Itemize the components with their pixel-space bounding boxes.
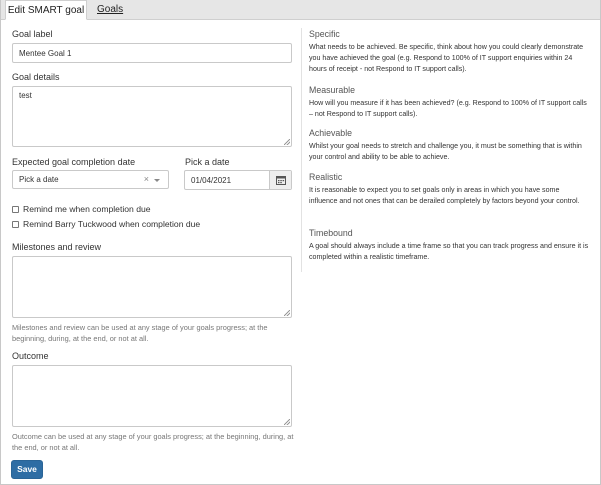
guidance-text-realistic: It is reasonable to expect you to set goals only in areas in which you have some influence and not ones that can be derailed completely by factors beyond your control. [309,186,580,205]
goal-label-label: Goal label [12,29,53,39]
guidance-title-achievable: Achievable [309,128,353,138]
smart-guidance-panel [301,28,597,272]
date-picker-value: 01/04/2021 [191,176,232,185]
clear-icon[interactable]: × [143,174,149,184]
remind-mentor-label: Remind Barry Tuckwood when completion due [23,219,201,229]
chevron-down-icon[interactable] [154,179,160,182]
goal-label-input[interactable] [12,43,292,63]
save-button[interactable]: Save [11,460,43,479]
completion-date-selected: Pick a date [19,175,59,184]
pick-date-label: Pick a date [185,157,230,167]
remind-me-label: Remind me when completion due [23,204,151,214]
completion-date-label: Expected goal completion date [12,157,136,167]
resize-grip-icon[interactable] [284,139,290,145]
remind-mentor-checkbox[interactable] [12,219,242,231]
outcome-label: Outcome [12,351,49,361]
tab-goals[interactable]: Goals [97,4,124,15]
checkbox-box[interactable] [12,221,19,228]
completion-date-select[interactable] [12,170,169,189]
resize-grip-icon[interactable] [284,419,290,425]
checkbox-box[interactable] [12,206,19,213]
goal-details-label: Goal details [12,72,60,82]
outcome-help-text: Outcome can be used at any stage of your goals progress; at the beginning, during, at the end, or not at all. [12,432,294,452]
goal-details-textarea[interactable] [12,86,292,147]
guidance-text-achievable: Whilst your goal needs to stretch and challenge you, it must be something that is within your control and ability to be able to achieve. [309,142,582,161]
guidance-title-specific: Specific [309,29,340,39]
outcome-textarea[interactable] [12,365,292,427]
tab-edit-smart-goal[interactable]: Edit SMART goal [5,0,87,20]
guidance-text-timebound: A goal should always include a time frame so that you can track progress and ensure it is completed within a realistic timeframe. [309,242,589,261]
guidance-text-measurable: How will you measure if it has been achieved? (e.g. Respond to 100% of IT support calls – not Respond to IT support calls). [309,99,587,118]
guidance-text-specific: What needs to be achieved. Be specific, think about how you could clearly demonstrate you have achieved the goal (e.g. Respond to 100% of IT support enquiries within 24 hours of receipt - not Respond to IT support calls). [309,43,584,73]
guidance-title-measurable: Measurable [309,85,355,95]
guidance-title-realistic: Realistic [309,172,343,182]
calendar-icon [276,175,286,185]
milestones-help-text: Milestones and review can be used at any stage of your goals progress; at the beginning, during, at the end, or not at all. [12,323,268,343]
tab-bar [1,0,600,20]
remind-me-checkbox[interactable] [12,204,242,216]
calendar-button[interactable] [269,171,291,189]
guidance-title-timebound: Timebound [309,228,353,238]
date-picker-field[interactable] [184,170,292,190]
resize-grip-icon[interactable] [284,310,290,316]
milestones-textarea[interactable] [12,256,292,318]
milestones-label: Milestones and review [12,242,102,252]
